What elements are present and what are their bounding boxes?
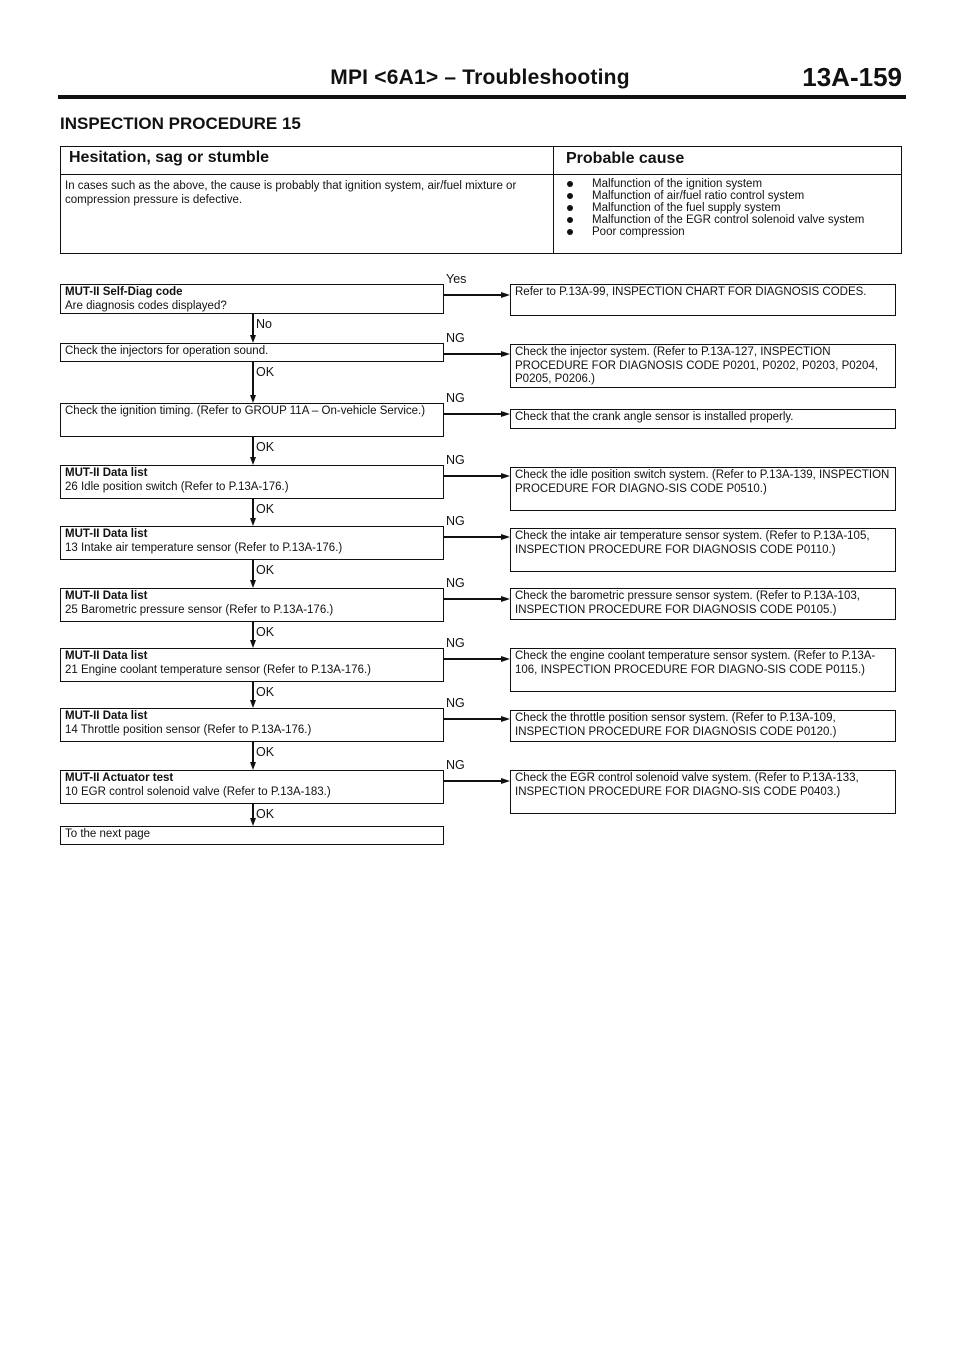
arrow-right-icon xyxy=(501,656,510,662)
check-step-box xyxy=(60,588,444,622)
check-step-text: 10 EGR control solenoid valve (Refer to P.13A-183.) xyxy=(65,785,331,798)
flow-connector-line xyxy=(252,682,254,701)
page-header-title: MPI <6A1> – Troubleshooting xyxy=(330,66,630,89)
branch-label: NG xyxy=(446,696,465,710)
check-step-box xyxy=(60,403,444,437)
branch-connector-line xyxy=(444,475,502,477)
branch-label: NG xyxy=(446,576,465,590)
check-step-text: 14 Throttle position sensor (Refer to P.13A-176.) xyxy=(65,723,312,736)
continue-label: OK xyxy=(256,563,275,577)
continue-label: OK xyxy=(256,440,275,454)
probable-cause-item: Malfunction of the EGR control solenoid valve system xyxy=(560,214,895,226)
arrow-right-icon xyxy=(501,596,510,602)
arrow-down-icon xyxy=(250,700,256,708)
check-step-box xyxy=(60,284,444,314)
probable-cause-item: Malfunction of the ignition system xyxy=(560,178,895,190)
continue-label: OK xyxy=(256,685,275,699)
symptom-description: In cases such as the above, the cause is probably that ignition system, air/fuel mixture or compression pressure is defective. xyxy=(61,175,554,253)
branch-connector-line xyxy=(444,353,502,355)
branch-connector-line xyxy=(444,658,502,660)
check-step-text: 25 Barometric pressure sensor (Refer to P.13A-176.) xyxy=(65,603,334,616)
check-step-title: MUT-II Data list xyxy=(65,710,148,722)
result-action-box: Check the idle position switch system. (Refer to P.13A-139, INSPECTION PROCEDURE FOR DIAGNO-SIS CODE P0510.) xyxy=(510,467,896,511)
result-action-box: Check the barometric pressure sensor system. (Refer to P.13A-103, INSPECTION PROCEDURE FOR DIAGNOSIS CODE P0105.) xyxy=(510,588,896,620)
branch-connector-line xyxy=(444,780,502,782)
check-step-box xyxy=(60,708,444,742)
branch-connector-line xyxy=(444,413,502,415)
check-step-text: 21 Engine coolant temperature sensor (Refer to P.13A-176.) xyxy=(65,663,371,676)
probable-cause-item: Malfunction of the fuel supply system xyxy=(560,202,895,214)
continue-label: OK xyxy=(256,625,275,639)
check-step-title: MUT-II Data list xyxy=(65,467,148,479)
flow-connector-line xyxy=(252,622,254,641)
arrow-down-icon xyxy=(250,580,256,588)
procedure-title: INSPECTION PROCEDURE 15 xyxy=(60,114,301,133)
result-action-box: Check that the crank angle sensor is installed properly. xyxy=(510,409,896,429)
symptom-table xyxy=(60,146,902,254)
check-step-title: MUT-II Data list xyxy=(65,590,148,602)
check-step-title: MUT-II Data list xyxy=(65,650,148,662)
check-step-box xyxy=(60,526,444,560)
check-step-box xyxy=(60,770,444,804)
arrow-right-icon xyxy=(501,534,510,540)
result-action-box: Check the injector system. (Refer to P.13A-127, INSPECTION PROCEDURE FOR DIAGNOSIS CODE P0201, P0202, P0203, P0204, P0205, P0206.) xyxy=(510,344,896,388)
check-step-title: MUT-II Data list xyxy=(65,528,148,540)
branch-label: NG xyxy=(446,391,465,405)
continue-label: No xyxy=(256,317,272,331)
branch-label: NG xyxy=(446,758,465,772)
flow-connector-line xyxy=(252,499,254,519)
result-action-box: Check the engine coolant temperature sensor system. (Refer to P.13A-106, INSPECTION PROCEDURE FOR DIAGNO-SIS CODE P0115.) xyxy=(510,648,896,692)
arrow-down-icon xyxy=(250,818,256,826)
arrow-right-icon xyxy=(501,716,510,722)
arrow-down-icon xyxy=(250,335,256,343)
continue-label: OK xyxy=(256,502,275,516)
branch-label: NG xyxy=(446,636,465,650)
result-action-box: Check the intake air temperature sensor system. (Refer to P.13A-105, INSPECTION PROCEDURE FOR DIAGNOSIS CODE P0110.) xyxy=(510,528,896,572)
header-rule xyxy=(58,95,906,99)
result-action-box: Check the EGR control solenoid valve system. (Refer to P.13A-133, INSPECTION PROCEDURE FOR DIAGNO-SIS CODE P0403.) xyxy=(510,770,896,814)
flow-connector-line xyxy=(252,804,254,819)
check-step-text: Are diagnosis codes displayed? xyxy=(65,299,227,312)
arrow-down-icon xyxy=(250,640,256,648)
check-step-title: MUT-II Self-Diag code xyxy=(65,286,183,298)
next-page-box: To the next page xyxy=(60,826,444,845)
flow-connector-line xyxy=(252,742,254,763)
arrow-down-icon xyxy=(250,457,256,465)
flow-connector-line xyxy=(252,362,254,396)
flow-connector-line xyxy=(252,314,254,336)
branch-label: NG xyxy=(446,514,465,528)
page-number: 13A-159 xyxy=(802,62,902,92)
branch-connector-line xyxy=(444,536,502,538)
check-step-box xyxy=(60,465,444,499)
flow-connector-line xyxy=(252,560,254,581)
probable-cause-item: Malfunction of air/fuel ratio control system xyxy=(560,190,895,202)
symptom-heading: Hesitation, sag or stumble xyxy=(61,147,554,175)
arrow-right-icon xyxy=(501,778,510,784)
check-step-text: Check the injectors for operation sound. xyxy=(65,345,269,357)
arrow-down-icon xyxy=(250,762,256,770)
arrow-right-icon xyxy=(501,292,510,298)
arrow-down-icon xyxy=(250,518,256,526)
continue-label: OK xyxy=(256,807,275,821)
arrow-right-icon xyxy=(501,473,510,479)
check-step-box xyxy=(60,343,444,362)
continue-label: OK xyxy=(256,365,275,379)
branch-label: NG xyxy=(446,453,465,467)
check-step-title: MUT-II Actuator test xyxy=(65,772,174,784)
branch-label: Yes xyxy=(446,272,467,286)
result-action-box: Check the throttle position sensor system. (Refer to P.13A-109, INSPECTION PROCEDURE FOR DIAGNOSIS CODE P0120.) xyxy=(510,710,896,742)
flow-connector-line xyxy=(252,437,254,458)
result-action-box: Refer to P.13A-99, INSPECTION CHART FOR DIAGNOSIS CODES. xyxy=(510,284,896,316)
check-step-box xyxy=(60,648,444,682)
check-step-text: 13 Intake air temperature sensor (Refer to P.13A-176.) xyxy=(65,541,343,554)
probable-cause-item: Poor compression xyxy=(560,226,895,238)
check-step-text: Check the ignition timing. (Refer to GROUP 11A – On-vehicle Service.) xyxy=(65,405,426,417)
check-step-text: 26 Idle position switch (Refer to P.13A-176.) xyxy=(65,480,289,493)
branch-label: NG xyxy=(446,331,465,345)
probable-cause-heading: Probable cause xyxy=(554,147,901,175)
branch-connector-line xyxy=(444,294,502,296)
arrow-down-icon xyxy=(250,395,256,403)
arrow-right-icon xyxy=(501,411,510,417)
probable-cause-list xyxy=(554,175,901,253)
arrow-right-icon xyxy=(501,351,510,357)
branch-connector-line xyxy=(444,598,502,600)
continue-label: OK xyxy=(256,745,275,759)
branch-connector-line xyxy=(444,718,502,720)
